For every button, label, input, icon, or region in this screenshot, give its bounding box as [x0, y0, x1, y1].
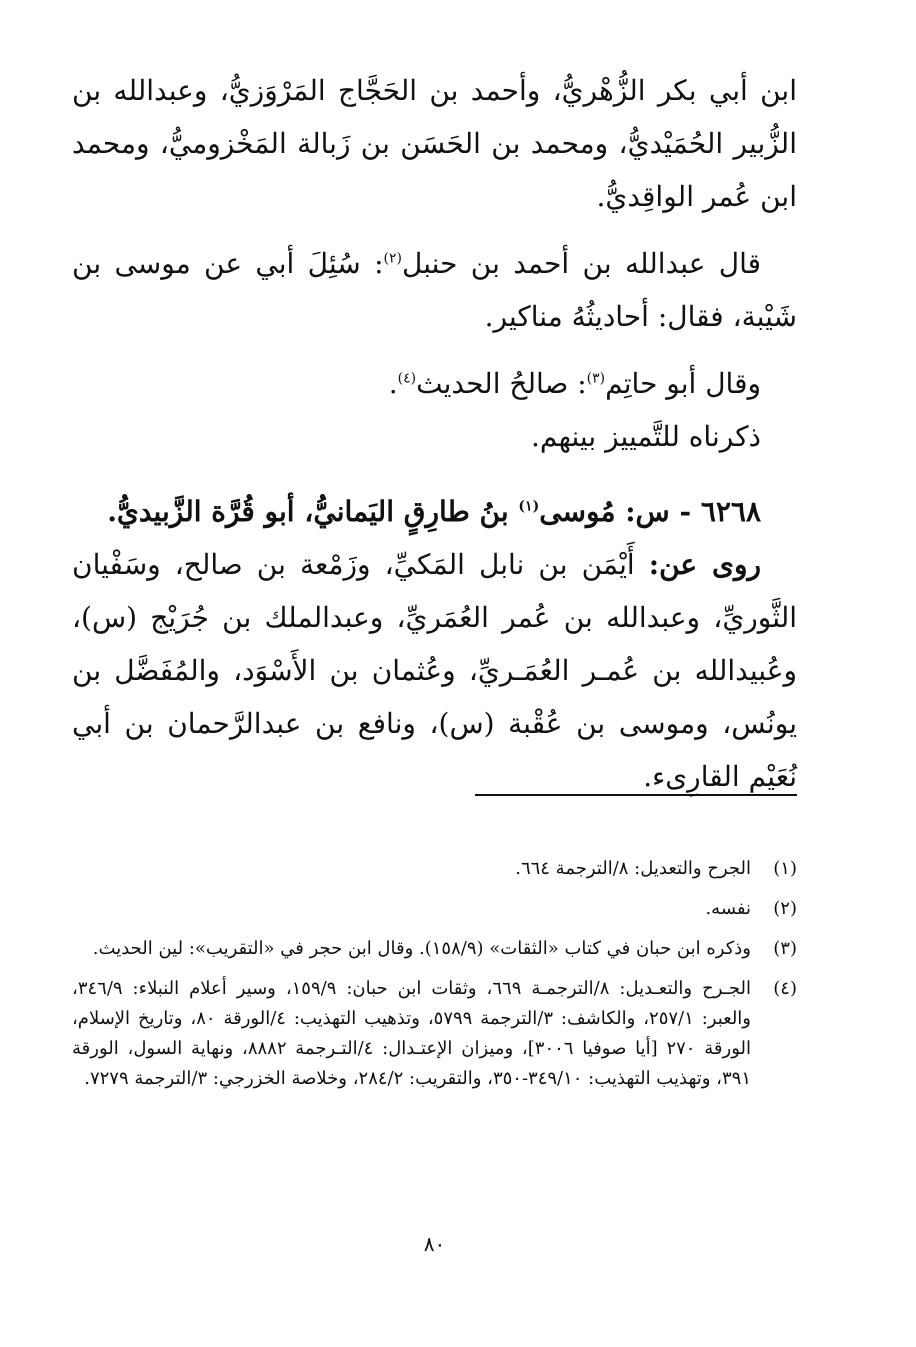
main-text — [72, 64, 797, 803]
footnotes — [72, 854, 797, 1104]
footnote-2 — [72, 894, 797, 924]
paragraph-3-mid: : صالحُ الحديث — [416, 367, 587, 400]
narrated-from-text: أَيْمَن بن نابل المَكيِّ، وزَمْعة بن صالح، وسَفْيان الثَّوريِّ، وعبدالله بن عُمر العُمَريِّ، وعبدالملك بن جُرَيْج (س)، وعُبيدالله بن عُمـر العُمَـريِّ، وعُثمان بن الأَسْوَد، والمُفَضَّل بن يونُس، وموسى بن عُقْبة (س)، ونافع بن عبدالرَّحمان بن أبي نُعَيْم القارِىء. — [72, 548, 797, 793]
footnote-4 — [72, 974, 797, 1094]
paragraph-4: ذكرناه للتَّمييز بينهم. — [531, 420, 761, 453]
footnote-text: الجرح والتعديل: ٨/الترجمة ٦٦٤. — [515, 858, 751, 879]
footnote-number: (٤) — [773, 978, 797, 999]
footnote-divider — [475, 794, 797, 796]
footnote-text: نفسه. — [705, 898, 751, 919]
narrated-from-paragraph — [72, 538, 797, 803]
footnote-number: (٢) — [773, 898, 797, 919]
footnote-1 — [72, 854, 797, 884]
footnote-number: (١) — [773, 858, 797, 879]
paragraph-3 — [72, 357, 797, 410]
paragraph-2-rest: : سُئِلَ أبي عن موسى بن شَيْبة، فقال: أحاديثُهُ مناكير. — [72, 247, 797, 333]
paragraph-3-end: . — [388, 367, 398, 400]
paragraph-1: ابن أبي بكر الزُّهْريُّ، وأحمد بن الحَجَّاج المَرْوَزيُّ، وعبدالله بن الزُّبير الحُمَيْديُّ، ومحمد بن الحَسَن بن زَبالة المَخْزوميُّ، ومحمد ابن عُمر الواقِديُّ. — [72, 74, 797, 213]
footnote-number: (٣) — [773, 938, 797, 959]
entry-title-rest: بنُ طارِقٍ اليَمانيُّ، أبو قُرَّة الزَّبيديُّ. — [107, 495, 519, 528]
page-number: ٨٠ — [423, 1232, 446, 1256]
narrated-from-label: روى عن: — [648, 548, 761, 581]
book-page — [72, 64, 797, 1294]
footnote-3 — [72, 934, 797, 964]
footnote-ref-1: (١) — [518, 498, 540, 515]
paragraph-3-text: وقال أبو حاتِم — [605, 367, 761, 400]
paragraph-2 — [72, 237, 797, 343]
footnote-text: الجـرح والتعـديل: ٨/الترجمـة ٦٦٩، وثقات ابن حبان: ١٥٩/٩، وسير أعلام النبلاء: ٣٤٦/٩، والعبر: ٢٥٧/١، والكاشف: ٣/الترجمة ٥٧٩٩، وتذهيب التهذيب: ٤/الورقة ٨٠، وتاريخ الإسلام، الورقة ٢٧٠ [أيا صوفيا ٣٠٠٦]، وميزان الإعتـدال: ٤/التـرجمة ٨٨٨٢، ونهاية السول، الورقة ٣٩١، وتهذيب التهذيب: ٣٤٩/١٠-٣٥٠، والتقريب: ٢٨٤/٢، وخلاصة الخزرجي: ٣/الترجمة ٧٢٧٩. — [72, 978, 752, 1089]
entry-number: ٦٢٦٨ - س: مُوسى — [539, 495, 761, 528]
paragraph-2-text: قال عبدالله بن أحمد بن حنبل — [402, 247, 762, 280]
entry-heading — [72, 485, 797, 538]
footnote-text: وذكره ابن حبان في كتاب «الثقات» (١٥٨/٩). وقال ابن حجر في «التقريب»: لين الحديث. — [92, 938, 751, 959]
footnote-ref-2: (٢) — [383, 250, 403, 267]
footnote-ref-4: (٤) — [397, 370, 417, 387]
footnote-ref-3: (٣) — [586, 370, 606, 387]
